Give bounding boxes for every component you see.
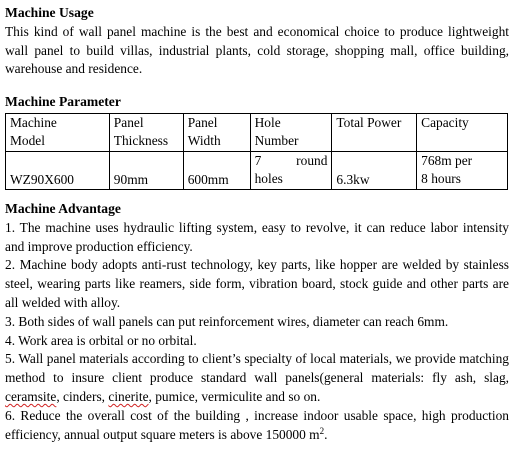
header-capacity: Capacity xyxy=(417,113,508,151)
header-total-power: Total Power xyxy=(332,113,417,151)
spellcheck-word-cinerite: cinerite xyxy=(108,388,149,404)
advantage-item-3: 3. Both sides of wall panels can put reinforcement wires, diameter can reach 6mm. xyxy=(5,313,449,329)
cell-capacity: 768m per 8 hours xyxy=(417,151,508,189)
machine-usage-text: This kind of wall panel machine is the best and economical choice to produce lightweight wall panel to build villas, industrial plants, cold storage, shopping mall, office building, warehouse and residence. xyxy=(5,23,509,77)
machine-parameter-heading: Machine Parameter xyxy=(5,94,121,110)
header-panel-width: Panel Width xyxy=(183,113,250,151)
document-page xyxy=(5,4,509,444)
unit-superscript: 2 xyxy=(319,425,325,436)
cell-model: WZ90X600 xyxy=(6,151,110,189)
advantage-item-2: 2. Machine body adopts anti-rust technology, key parts, like hopper are welded by stainless steel, wearing parts like reamers, side form, vibration board, stock guide and other parts are all welded with alloy. xyxy=(5,257,509,310)
cell-hole-number: 7 round holes xyxy=(250,151,332,189)
cell-power: 6.3kw xyxy=(332,151,417,189)
cell-width: 600mm xyxy=(183,151,250,189)
spellcheck-word-ceramsite: ceramsite xyxy=(5,388,57,404)
advantage-item-5: 5. Wall panel materials according to client’s specialty of local materials, we provide matching method to insure client produce standard wall panels(general materials: fly ash, slag, ceramsite, cinders, cinerite, pumice, vermiculite and so on. xyxy=(5,351,509,404)
table-row xyxy=(6,151,508,189)
header-machine-model: Machine Model xyxy=(6,113,110,151)
machine-advantage-heading: Machine Advantage xyxy=(5,200,121,216)
machine-parameter-table xyxy=(5,113,508,190)
advantage-item-6: 6. Reduce the overall cost of the building , increase indoor usable space, high production efficiency, annual output square meters is above 150000 $m^2$. xyxy=(5,407,509,442)
square-meter-unit: m xyxy=(309,426,320,442)
advantage-item-4: 4. Work area is orbital or no orbital. xyxy=(5,332,197,348)
header-panel-thickness: Panel Thickness xyxy=(109,113,183,151)
cell-thickness: 90mm xyxy=(109,151,183,189)
table-header-row xyxy=(6,113,508,151)
machine-usage-heading: Machine Usage xyxy=(5,5,94,20)
header-hole-number: Hole Number xyxy=(250,113,332,151)
advantage-item-1: 1. The machine uses hydraulic lifting system, easy to revolve, it can reduce labor intensity and improve production efficiency. xyxy=(5,219,509,254)
